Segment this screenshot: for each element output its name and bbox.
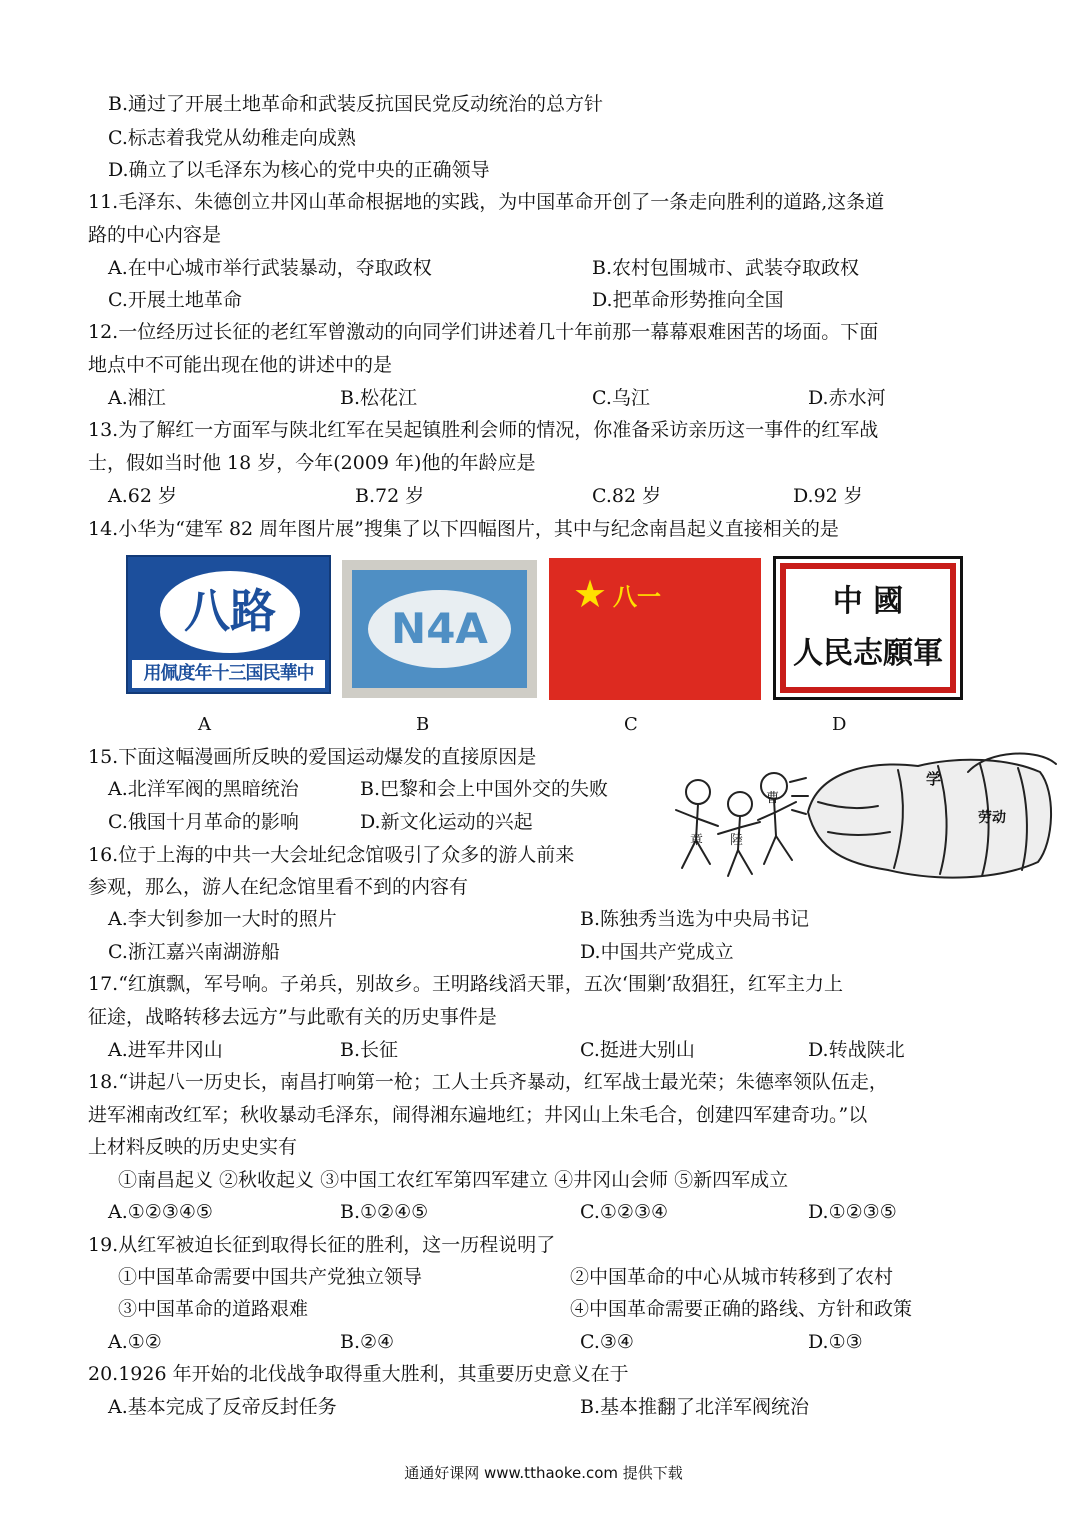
q16-option-a: A.李大钊参加一大时的照片: [108, 908, 337, 930]
q18-items: ①南昌起义 ②秋收起义 ③中国工农红军第四军建立 ④井冈山会师 ⑤新四军成立: [118, 1169, 789, 1191]
picture-c-bayi-flag: [549, 558, 761, 700]
q19-option-d: D.①③: [808, 1331, 863, 1353]
q20-option-a: A.基本完成了反帝反封任务: [108, 1396, 337, 1418]
q15-stem: 15.下面这幅漫画所反映的爱国运动爆发的直接原因是: [88, 746, 537, 768]
q13-option-a: A.62 岁: [108, 485, 177, 507]
q15-option-a: A.北洋军阀的黑暗统治: [108, 778, 299, 800]
q18-option-d: D.①②③⑤: [808, 1201, 897, 1223]
q16-stem-line2: 参观，那么，游人在纪念馆里看不到的内容有: [88, 876, 469, 898]
page-footer: 通通好课网 www.tthaoke.com 提供下载: [404, 1464, 683, 1482]
q17-stem-line2: 征途，战略转移去远方”与此歌有关的历史事件是: [88, 1006, 497, 1028]
volunteer-line1: 中 國: [832, 584, 904, 619]
volunteer-line2: 人民志願軍: [793, 636, 943, 671]
picture-a-eighth-route-badge: [126, 555, 331, 694]
cartoon-word-zhang: 章: [690, 833, 704, 848]
badge-text: 八路: [184, 584, 276, 638]
q13-option-c: C.82 岁: [592, 485, 662, 507]
q10-option-b: B.通过了开展土地革命和武装反抗国民党反动统治的总方针: [108, 93, 604, 115]
q12-stem-line2: 地点中不可能出现在他的讲述中的是: [88, 354, 393, 376]
q19-stem: 19.从红军被迫长征到取得长征的胜利，这一历程说明了: [88, 1234, 556, 1256]
cartoon-word-lu: 陸: [730, 833, 744, 848]
q13-option-b: B.72 岁: [355, 485, 425, 507]
q13-option-d: D.92 岁: [793, 485, 863, 507]
picture-label-b: B: [416, 714, 430, 735]
badge-strip-text: 用佩度年十三国民華中: [143, 663, 314, 684]
q10-option-d: D.确立了以毛泽东为核心的党中央的正确领导: [108, 159, 490, 181]
cartoon-word-laodong: 劳动: [978, 810, 1006, 826]
q18-option-a: A.①②③④⑤: [108, 1201, 213, 1223]
q17-stem-line1: 17.“红旗飘，军号响。子弟兵，别故乡。王明路线滔天罪，五次‘围剿’敌猖狂，红军主力上: [88, 973, 844, 995]
q12-option-a: A.湘江: [108, 387, 166, 409]
cartoon-word-xue: 学: [926, 770, 942, 788]
q17-option-a: A.进军井冈山: [108, 1039, 223, 1061]
star-icon: ★: [573, 572, 608, 616]
q16-stem-line1: 16.位于上海的中共一大会址纪念馆吸引了众多的游人前来: [88, 844, 575, 866]
q18-stem-line3: 上材料反映的历史史实有: [88, 1136, 298, 1158]
q12-option-c: C.乌江: [592, 387, 650, 409]
q11-option-b: B.农村包围城市、武装夺取政权: [592, 257, 860, 279]
q19-option-a: A.①②: [108, 1331, 162, 1353]
q18-option-b: B.①②④⑤: [340, 1201, 429, 1223]
flag-text: 八一: [613, 583, 661, 611]
q13-stem-line1: 13.为了解红一方面军与陕北红军在吴起镇胜利会师的情况，你准备采访亲历这一事件的红军战: [88, 419, 879, 441]
q17-option-b: B.长征: [340, 1039, 399, 1061]
q17-option-d: D.转战陕北: [808, 1039, 905, 1061]
q15-option-b: B.巴黎和会上中国外交的失败: [360, 778, 609, 800]
q19-item-4: ④中国革命需要正确的路线、方针和政策: [570, 1298, 913, 1320]
q20-stem: 20.1926 年开始的北伐战争取得重大胜利，其重要历史意义在于: [88, 1363, 629, 1385]
picture-label-d: D: [832, 714, 847, 735]
q16-option-b: B.陈独秀当选为中央局书记: [580, 908, 810, 930]
cartoon-word-cao: 曹: [766, 791, 780, 806]
picture-label-c: C: [624, 714, 638, 735]
q19-option-c: C.③④: [580, 1331, 634, 1353]
q11-stem-line1: 11.毛泽东、朱德创立井冈山革命根据地的实践，为中国革命开创了一条走向胜利的道路,这条道: [88, 191, 885, 213]
q19-item-1: ①中国革命需要中国共产党独立领导: [118, 1266, 423, 1288]
volunteer-red-frame: [780, 563, 956, 693]
q18-stem-line2: 进军湘南改红军；秋收暴动毛泽东，闹得湘东遍地红；井冈山上朱毛合，创建四军建奇功。”以: [88, 1104, 868, 1126]
q20-option-b: B.基本推翻了北洋军阀统治: [580, 1396, 810, 1418]
cartoon-may-fourth-fist: [668, 752, 1058, 887]
q14-stem: 14.小华为“建军 82 周年图片展”搜集了以下四幅图片，其中与纪念南昌起义直接相关的是: [88, 518, 839, 540]
q16-option-c: C.浙江嘉兴南湖游船: [108, 941, 280, 963]
picture-label-a: A: [198, 714, 211, 735]
q17-option-c: C.挺进大别山: [580, 1039, 695, 1061]
q18-stem-line1: 18.“讲起八一历史长，南昌打响第一枪；工人士兵齐暴动，红军战士最光荣；朱德率领队伍走，: [88, 1071, 888, 1093]
picture-b-n4a-badge: [342, 560, 537, 698]
q13-stem-line2: 士，假如当时他 18 岁，今年(2009 年)他的年龄应是: [88, 452, 536, 474]
q15-option-d: D.新文化运动的兴起: [360, 811, 533, 833]
q12-option-b: B.松花江: [340, 387, 418, 409]
q19-option-b: B.②④: [340, 1331, 395, 1353]
q19-item-2: ②中国革命的中心从城市转移到了农村: [570, 1266, 894, 1288]
q11-option-a: A.在中心城市举行武装暴动，夺取政权: [108, 257, 432, 279]
q16-option-d: D.中国共产党成立: [580, 941, 734, 963]
q10-option-c: C.标志着我党从幼稚走向成熟: [108, 127, 356, 149]
q12-option-d: D.赤水河: [808, 387, 886, 409]
q18-option-c: C.①②③④: [580, 1201, 669, 1223]
picture-d-volunteer-badge: [773, 556, 963, 700]
q12-stem-line1: 12.一位经历过长征的老红军曾激动的向同学们讲述着几十年前那一幕幕艰难困苦的场面。下面: [88, 321, 879, 343]
q11-option-c: C.开展土地革命: [108, 289, 242, 311]
q11-stem-line2: 路的中心内容是: [88, 224, 222, 246]
q15-option-c: C.俄国十月革命的影响: [108, 811, 299, 833]
q19-item-3: ③中国革命的道路艰难: [118, 1298, 309, 1320]
q11-option-d: D.把革命形势推向全国: [592, 289, 784, 311]
n4a-text: N4A: [391, 604, 488, 653]
